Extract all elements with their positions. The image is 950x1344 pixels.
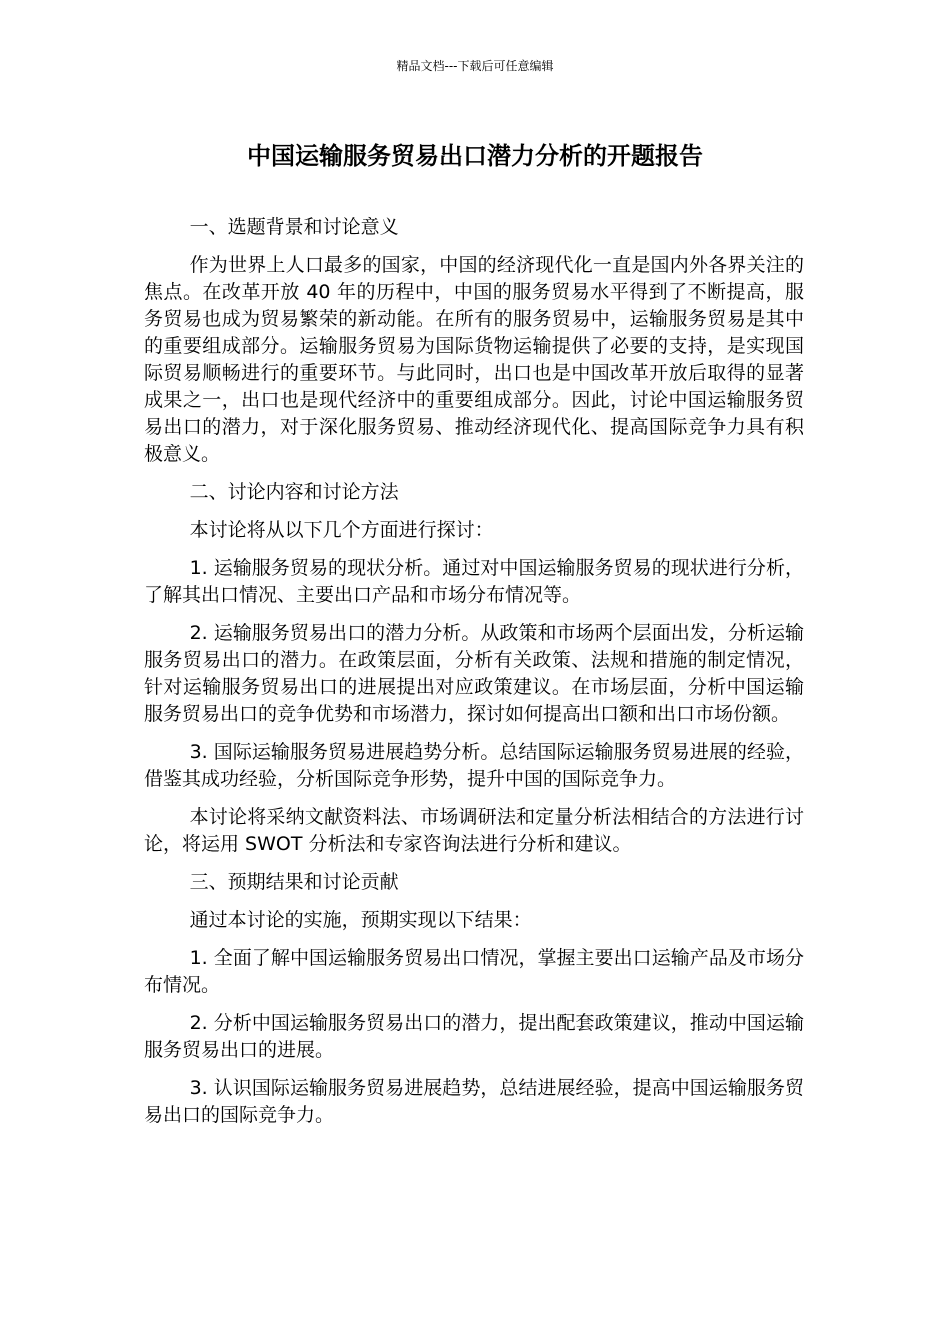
paragraph-result-1: 1. 全面了解中国运输服务贸易出口情况，掌握主要出口运输产品及市场分布情况。 [144,947,804,996]
paragraph-item-1: 1. 运输服务贸易的现状分析。通过对中国运输服务贸易的现状进行分析，了解其出口情况、主要出口产品和市场分布情况等。 [144,557,804,606]
section-heading-expected-results: 三、预期结果和讨论贡献 [189,871,399,893]
paragraph-result-2: 2. 分析中国运输服务贸易出口的潜力，提出配套政策建议，推动中国运输服务贸易出口的进展。 [144,1012,804,1061]
paragraph-method: 本讨论将采纳文献资料法、市场调研法和定量分析法相结合的方法进行讨论，将运用 SWOT 分析法和专家咨询法进行分析和建议。 [144,806,804,855]
paragraph-result-3: 3. 认识国际运输服务贸易进展趋势，总结进展经验，提高中国运输服务贸易出口的国际竞争力。 [144,1077,804,1126]
section-heading-content-method: 二、讨论内容和讨论方法 [189,481,399,503]
document-title: 中国运输服务贸易出口潜力分析的开题报告 [247,142,703,170]
paragraph-background: 作为世界上人口最多的国家，中国的经济现代化一直是国内外各界关注的焦点。在改革开放 40 年的历程中，中国的服务贸易水平得到了不断提高，服务贸易也成为贸易繁荣的新动能。在所有的服务贸易中，运输服务贸易是其中的重要组成部分。运输服务贸易为国际货物运输提供了必要的支持，是实现国际贸易顺畅进行的重要环节。与此同时，出口也是中国改革开放后取得的显著成果之一，出口也是现代经济中的重要组成部分。因此，讨论中国运输服务贸易出口的潜力，对于深化服务贸易、推动经济现代化、提高国际竞争力具有积极意义。 [144,254,804,465]
paragraph-intro-results: 通过本讨论的实施，预期实现以下结果： [189,909,532,931]
paragraph-item-2: 2. 运输服务贸易出口的潜力分析。从政策和市场两个层面出发，分析运输服务贸易出口的潜力。在政策层面，分析有关政策、法规和措施的制定情况，针对运输服务贸易出口的进展提出对应政策建议。在市场层面，分析中国运输服务贸易出口的竞争优势和市场潜力，探讨如何提高出口额和出口市场份额。 [144,622,804,725]
section-heading-background: 一、选题背景和讨论意义 [189,216,399,238]
document-body [144,214,804,1140]
header-note: 精品文档---下载后可任意编辑 [396,59,554,73]
paragraph-item-3: 3. 国际运输服务贸易进展趋势分析。总结国际运输服务贸易进展的经验，借鉴其成功经验，分析国际竞争形势，提升中国的国际竞争力。 [144,741,804,790]
paragraph-intro-aspects: 本讨论将从以下几个方面进行探讨： [189,519,494,541]
